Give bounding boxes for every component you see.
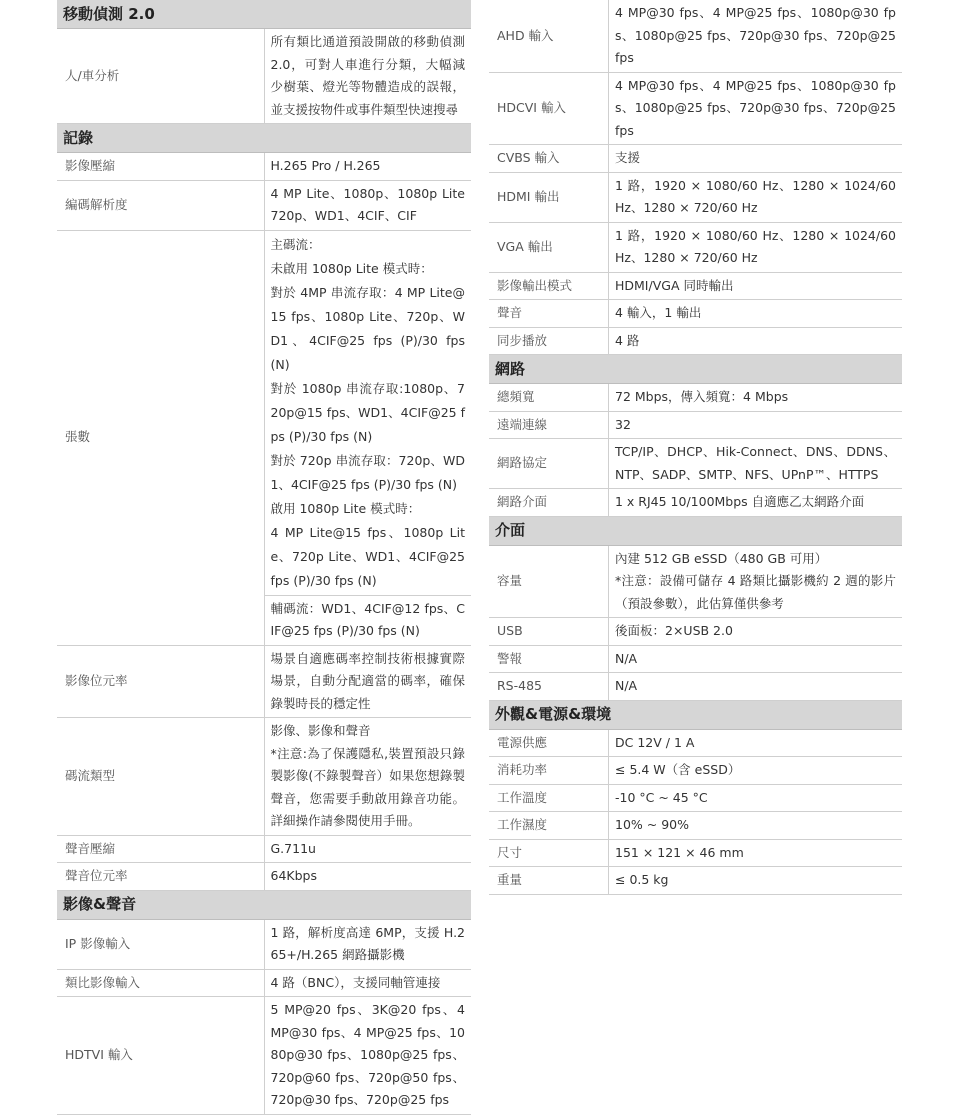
spec-label: 重量 xyxy=(489,867,609,895)
spec-label: 張數 xyxy=(57,230,264,645)
spec-value: 72 Mbps，傳入頻寬：4 Mbps xyxy=(609,384,903,412)
spec-row xyxy=(57,835,471,863)
section-general xyxy=(489,700,902,729)
spec-label: RS-485 xyxy=(489,673,609,701)
spec-row xyxy=(489,384,902,412)
spec-value: 場景自適應碼率控制技術根據實際場景，自動分配適當的碼率，確保錄製時長的穩定性 xyxy=(264,645,471,718)
spec-row xyxy=(489,545,902,618)
spec-label: HDTVI 輸入 xyxy=(57,997,264,1115)
spec-row xyxy=(57,969,471,997)
spec-label: 碼流類型 xyxy=(57,718,264,836)
spec-value: H.265 Pro / H.265 xyxy=(264,153,471,181)
left-spec-column xyxy=(57,0,471,1115)
spec-label: 總頻寬 xyxy=(489,384,609,412)
spec-value: 1 路，1920 × 1080/60 Hz、1280 × 1024/60 Hz、1280 × 720/60 Hz xyxy=(609,222,903,272)
spec-row xyxy=(489,222,902,272)
spec-label: 編碼解析度 xyxy=(57,180,264,230)
right-spec-column xyxy=(489,0,902,895)
spec-label: USB xyxy=(489,618,609,646)
spec-value: 32 xyxy=(609,411,903,439)
spec-value: N/A xyxy=(609,673,903,701)
spec-value: 4 路 xyxy=(609,327,903,355)
spec-label: 消耗功率 xyxy=(489,757,609,785)
spec-label: 工作濕度 xyxy=(489,812,609,840)
spec-label: 工作溫度 xyxy=(489,784,609,812)
spec-row xyxy=(489,812,902,840)
spec-row xyxy=(489,839,902,867)
spec-label: 同步播放 xyxy=(489,327,609,355)
spec-label: 網路協定 xyxy=(489,439,609,489)
spec-value: 4 MP Lite、1080p、1080p Lite720p、WD1、4CIF、CIF xyxy=(264,180,471,230)
section-record xyxy=(57,124,471,153)
spec-value: 64Kbps xyxy=(264,863,471,891)
spec-row xyxy=(489,327,902,355)
section-interface xyxy=(489,516,902,545)
spec-label: HDMI 輸出 xyxy=(489,172,609,222)
spec-row xyxy=(57,153,471,181)
section-title: 影像&聲音 xyxy=(57,890,471,919)
spec-value: 10% ~ 90% xyxy=(609,812,903,840)
spec-row xyxy=(57,997,471,1115)
spec-label: 網路介面 xyxy=(489,489,609,517)
section-title: 記錄 xyxy=(57,124,471,153)
spec-row xyxy=(57,29,471,124)
spec-value: 影像、影像和聲音 *注意:為了保護隱私,裝置預設只錄製影像(不錄製聲音）如果您想錄製聲音，您需要手動啟用錄音功能。詳細操作請參閱使用手冊。 xyxy=(264,718,471,836)
spec-row xyxy=(489,618,902,646)
spec-value: 支援 xyxy=(609,145,903,173)
spec-row xyxy=(489,172,902,222)
section-motion-detection xyxy=(57,0,471,29)
spec-label: VGA 輸出 xyxy=(489,222,609,272)
section-title: 移動偵測 2.0 xyxy=(57,0,471,29)
spec-value: 1 x RJ45 10/100Mbps 自適應乙太網路介面 xyxy=(609,489,903,517)
spec-label: AHD 輸入 xyxy=(489,0,609,72)
spec-label: 影像壓縮 xyxy=(57,153,264,181)
spec-value: 4 MP@30 fps、4 MP@25 fps、1080p@30 fps、1080p@25 fps、720p@30 fps、720p@25 fps xyxy=(609,0,903,72)
spec-value: N/A xyxy=(609,645,903,673)
spec-label: 人/車分析 xyxy=(57,29,264,124)
spec-value: 所有類比通道預設開啟的移動偵測 2.0，可對人車進行分類，大幅減少樹葉、燈光等物體造成的誤報，並支援按物件或事件類型快速搜尋 xyxy=(264,29,471,124)
spec-row xyxy=(57,718,471,836)
spec-value-main-stream: 主碼流： 未啟用 1080p Lite 模式時： 對於 4MP 串流存取：4 MP Lite@15 fps、1080p Lite、720p、WD1、4CIF@25 fps (P)/30 fps (N) 對於 1080p 串流存取:1080p、720p@15 fps、WD1、4CIF@25 fps (P)/30 fps (N) 對於 720p 串流存取：720p、WD1、4CIF@25 fps (P)/30 fps (N) 啟用 1080p Lite 模式時： 4 MP Lite@15 fps、1080p Lite、720p Lite、WD1、4CIF@25 fps (P)/30 fps (N) xyxy=(264,230,471,595)
section-title: 外觀&電源&環境 xyxy=(489,700,902,729)
spec-row xyxy=(489,784,902,812)
spec-value: 後面板：2×USB 2.0 xyxy=(609,618,903,646)
spec-row xyxy=(57,919,471,969)
right-spec-table xyxy=(489,0,902,895)
spec-row xyxy=(489,0,902,72)
spec-value: ≤ 5.4 W（含 eSSD） xyxy=(609,757,903,785)
spec-value: 4 輸入，1 輸出 xyxy=(609,300,903,328)
spec-label: 容量 xyxy=(489,545,609,618)
spec-label: 聲音位元率 xyxy=(57,863,264,891)
spec-value: G.711u xyxy=(264,835,471,863)
spec-row xyxy=(489,300,902,328)
section-title: 介面 xyxy=(489,516,902,545)
spec-label: 影像位元率 xyxy=(57,645,264,718)
spec-value: HDMI/VGA 同時輸出 xyxy=(609,272,903,300)
spec-value: 151 × 121 × 46 mm xyxy=(609,839,903,867)
section-video-audio xyxy=(57,890,471,919)
spec-label: 電源供應 xyxy=(489,729,609,757)
spec-row xyxy=(57,863,471,891)
left-spec-table xyxy=(57,0,471,1115)
spec-label: HDCVI 輸入 xyxy=(489,72,609,145)
spec-row xyxy=(489,72,902,145)
spec-label: 警報 xyxy=(489,645,609,673)
section-network xyxy=(489,355,902,384)
spec-value: ≤ 0.5 kg xyxy=(609,867,903,895)
spec-row xyxy=(57,180,471,230)
spec-row xyxy=(489,489,902,517)
spec-row xyxy=(57,230,471,595)
spec-value: 4 路（BNC），支援同軸管連接 xyxy=(264,969,471,997)
spec-row xyxy=(489,439,902,489)
section-title: 網路 xyxy=(489,355,902,384)
spec-row xyxy=(489,645,902,673)
spec-label: 類比影像輸入 xyxy=(57,969,264,997)
spec-row xyxy=(489,145,902,173)
spec-value: -10 °C ~ 45 °C xyxy=(609,784,903,812)
spec-row xyxy=(57,645,471,718)
spec-value: 內建 512 GB eSSD（480 GB 可用） *注意：設備可儲存 4 路類比攝影機約 2 週的影片（預設參數），此估算僅供參考 xyxy=(609,545,903,618)
spec-label: CVBS 輸入 xyxy=(489,145,609,173)
spec-value: 1 路，1920 × 1080/60 Hz、1280 × 1024/60 Hz、1280 × 720/60 Hz xyxy=(609,172,903,222)
spec-value: DC 12V / 1 A xyxy=(609,729,903,757)
spec-row xyxy=(489,673,902,701)
spec-label: 尺寸 xyxy=(489,839,609,867)
spec-row xyxy=(489,757,902,785)
spec-value: 1 路，解析度高達 6MP，支援 H.265+/H.265 網路攝影機 xyxy=(264,919,471,969)
spec-label: IP 影像輸入 xyxy=(57,919,264,969)
spec-value: 4 MP@30 fps、4 MP@25 fps、1080p@30 fps、1080p@25 fps、720p@30 fps、720p@25 fps xyxy=(609,72,903,145)
spec-row xyxy=(489,867,902,895)
spec-label: 聲音 xyxy=(489,300,609,328)
spec-label: 遠端連線 xyxy=(489,411,609,439)
spec-row xyxy=(489,272,902,300)
spec-value: 5 MP@20 fps、3K@20 fps、4 MP@30 fps、4 MP@25 fps、1080p@30 fps、1080p@25 fps、720p@60 fps、720p@50 fps、720p@30 fps、720p@25 fps xyxy=(264,997,471,1115)
spec-label: 影像輸出模式 xyxy=(489,272,609,300)
spec-row xyxy=(489,411,902,439)
spec-value: TCP/IP、DHCP、Hik-Connect、DNS、DDNS、NTP、SADP、SMTP、NFS、UPnP™、HTTPS xyxy=(609,439,903,489)
spec-label: 聲音壓縮 xyxy=(57,835,264,863)
spec-row xyxy=(489,729,902,757)
spec-value-sub-stream: 輔碼流：WD1、4CIF@12 fps、CIF@25 fps (P)/30 fps (N) xyxy=(264,595,471,645)
